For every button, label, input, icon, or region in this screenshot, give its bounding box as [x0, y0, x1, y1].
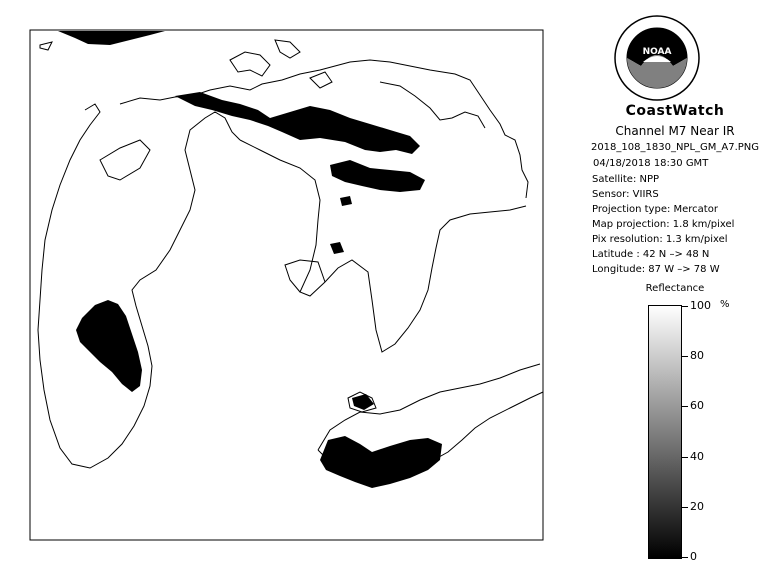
- colorbar-tick-label: 0: [690, 550, 697, 563]
- projection-type-label: Projection type: Mercator: [592, 204, 718, 215]
- longitude-label: Longitude: 87 W –> 78 W: [592, 264, 720, 275]
- colorbar: [648, 305, 682, 559]
- info-panel: [568, 0, 782, 572]
- colorbar-unit: %: [720, 299, 730, 310]
- colorbar-title: Reflectance: [645, 283, 705, 294]
- colorbar-tick: [682, 306, 688, 307]
- colorbar-tick-label: 80: [690, 349, 704, 363]
- colorbar-tick: [682, 557, 688, 558]
- colorbar-tick-label: 60: [690, 399, 704, 413]
- colorbar-tick: [682, 406, 688, 407]
- pix-resolution-label: Pix resolution: 1.3 km/pixel: [592, 234, 728, 245]
- satellite-label: Satellite: NPP: [592, 174, 660, 185]
- colorbar-tick: [682, 507, 688, 508]
- colorbar-tick-label: 100: [690, 299, 711, 312]
- noaa-logo-text: NOAA: [642, 47, 672, 57]
- colorbar-tick: [682, 356, 688, 357]
- filename-label: 2018_108_1830_NPL_GM_A7.PNG: [590, 142, 760, 153]
- latitude-label: Latitude : 42 N –> 48 N: [592, 249, 710, 260]
- map-projection-label: Map projection: 1.8 km/pixel: [592, 219, 735, 230]
- map-frame: [30, 30, 543, 540]
- brand-title: CoastWatch: [625, 103, 725, 119]
- noaa-logo: [613, 14, 701, 102]
- sensor-label: Sensor: VIIRS: [592, 189, 659, 200]
- colorbar-tick-label: 20: [690, 499, 704, 513]
- colorbar-tick: [682, 457, 688, 458]
- channel-label: Channel M7 Near IR: [615, 124, 735, 138]
- datetime-label: 04/18/2018 18:30 GMT: [593, 158, 709, 169]
- colorbar-tick-label: 40: [690, 449, 704, 463]
